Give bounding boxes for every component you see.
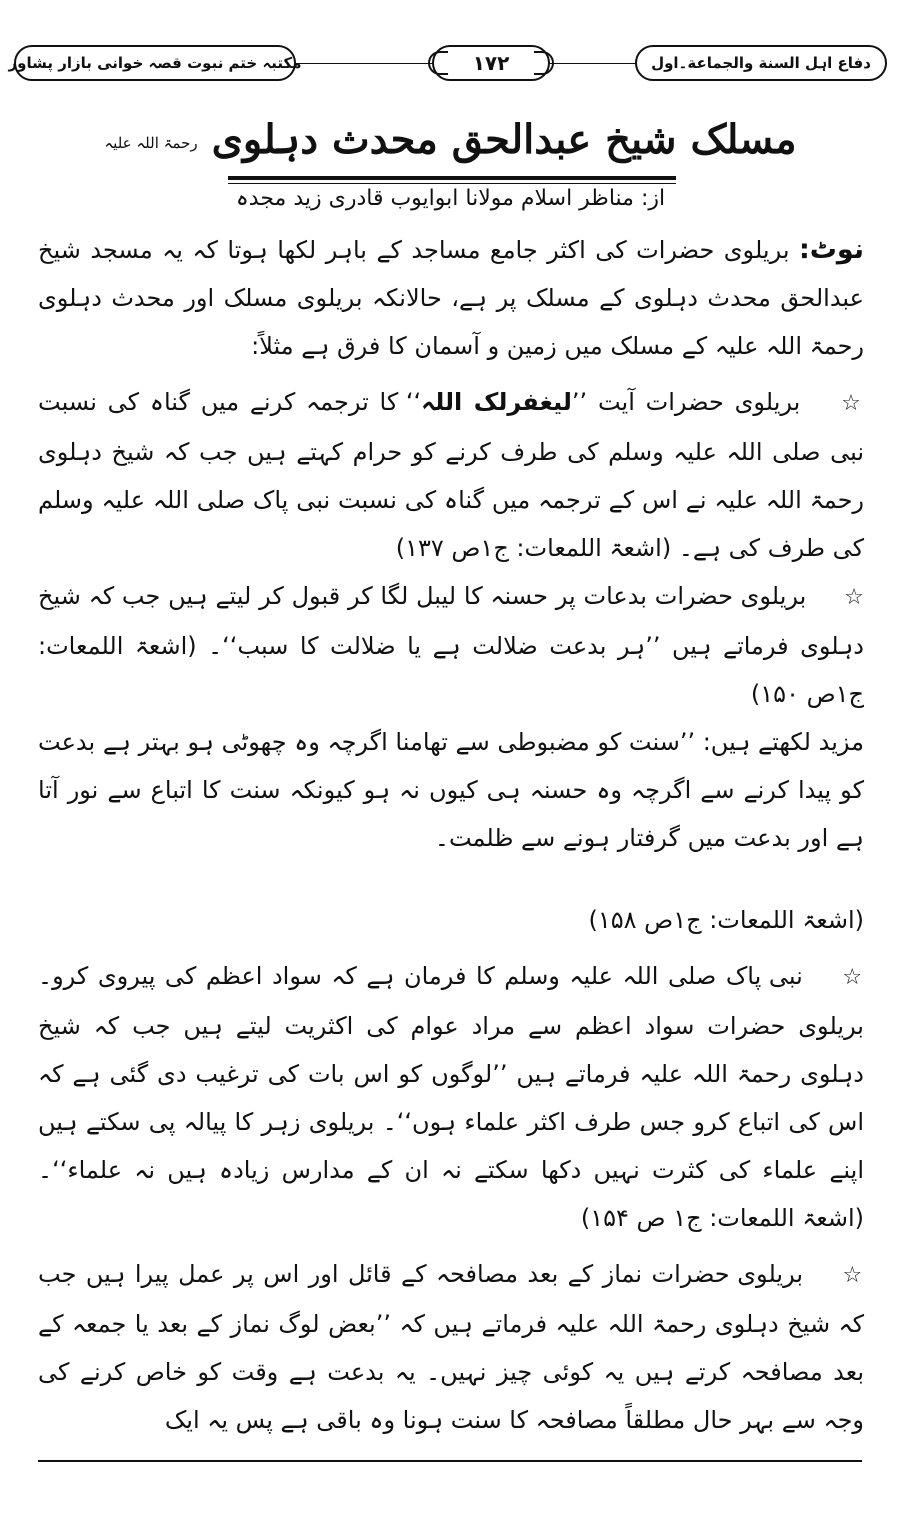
star-outline-icon: ☆ (844, 585, 864, 610)
author-byline: از: مناظر اسلام مولانا ابوایوب قادری زید مجدہ (235, 186, 666, 211)
footer-rule (38, 1460, 862, 1462)
title-underline-thin (228, 183, 676, 184)
spacer (38, 944, 864, 952)
spacer (38, 370, 864, 378)
star-outline-icon: ☆ (841, 391, 864, 416)
list-item (38, 1250, 864, 1444)
page-header (8, 30, 887, 98)
list-item (38, 572, 864, 718)
paragraph-4: نبی پاک صلی اللہ علیہ وسلم کا فرمان ہے کہ سواد اعظم کی پیروی کرو۔ بریلوی حضرات سواد اعظم سے مراد عوام کی اکثریت لیتے ہیں جب کہ شیخ دہلوی رحمۃ اللہ علیہ فرماتے ہیں ’’لوگوں کو اس بات کی ترغیب دی گئی ہے کہ اس کی اتباع کرو جس طرف اکثر علماء ہوں‘‘۔ بریلوی زہر کا پیالہ پی سکتے ہیں اپنے علماء کی کثرت نہیں دکھا سکتے نہ ان کے مدارس زیادہ ہیں نہ علماء‘‘۔ (اشعۃ اللمعات: ج۱ ص ۱۵۴) (38, 962, 864, 1232)
title-honorific: رحمۃ اللہ علیہ (104, 134, 198, 152)
title-underline (228, 176, 676, 180)
article-title-block (0, 108, 901, 190)
note-paragraph (38, 226, 864, 370)
list-item (38, 378, 864, 572)
note-label: نوٹ: (799, 234, 864, 265)
article-title-text: مسلک شیخ عبدالحق محدث دہلوی (211, 116, 797, 163)
paragraph-3: مزید لکھتے ہیں: ’’سنت کو مضبوطی سے تھامنا اگرچہ وہ چھوٹی ہو بہتر ہے بدعت کو پیدا کرنے سے اگرچہ وہ حسنہ ہی کیوں نہ ہو کیونکہ سنت کا اتباع سے نور آتا ہے اور بدعت میں گرفتار ہونے سے ظلمت۔ (38, 728, 865, 852)
list-item (38, 952, 864, 1242)
spacer (38, 862, 864, 896)
star-outline-icon: ☆ (842, 965, 864, 990)
paragraph-1-quote: لیغفرلک اللہ (421, 388, 572, 416)
paragraph-2: بریلوی حضرات بدعات پر حسنہ کا لیبل لگا کر قبول کر لیتے ہیں جب کہ شیخ دہلوی فرماتے ہیں ’’ہر بدعت ضلالت ہے یا ضلالت کا سبب‘‘۔ (اشعۃ اللمعات: ج۱ص ۱۵۰) (38, 582, 864, 708)
publisher-label: مکتبہ ختم نبوت قصہ خوانی بازار پشاور (14, 45, 296, 81)
article-title (0, 108, 901, 175)
page-number: ۱۷۲ (432, 45, 550, 81)
note-text: بریلوی حضرات کی اکثر جامع مساجد کے باہر لکھا ہوتا کہ یہ مسجد شیخ عبدالحق محدث دہلوی کے مسلک پر ہے، حالانکہ بریلوی مسلک اور محدث دہلوی رحمۃ اللہ علیہ کے مسلک میں زمین و آسمان کا فرق ہے مثلاً: (38, 236, 864, 360)
reference-citation: (اشعۃ اللمعات: ج۱ص ۱۵۸) (588, 906, 864, 934)
paragraph-5: بریلوی حضرات نماز کے بعد مصافحہ کے قائل اور اس پر عمل پیرا ہیں جب کہ شیخ دہلوی رحمۃ اللہ علیہ فرماتے ہیں کہ ’’بعض لوگ نماز کے بعد یا جمعہ کے بعد مصافحہ کرتے ہیں یہ کوئی چیز نہیں۔ یہ بدعت ہے وقت کو خاص کرنے کی وجہ سے بہر حال مطلقاً مصافحہ کا سنت ہونا وہ باقی ہے پس یہ ایک (38, 1260, 864, 1434)
spacer (38, 1242, 864, 1250)
paragraph-1-pre: بریلوی حضرات آیت ’’ (571, 388, 801, 416)
book-title-label: دفاع اہل السنة والجماعة۔اول (635, 45, 887, 81)
paragraph-1-post: ‘‘ کا ترجمہ کرنے میں گناہ کی نسبت نبی صلی اللہ علیہ وسلم کی طرف کرنے کو حرام کہتے ہیں جب کہ شیخ دہلوی رحمۃ اللہ علیہ نے اس کے ترجمہ میں گناہ کی نسبت نبی پاک صلی اللہ علیہ وسلم کی طرف کی ہے۔ (اشعۃ اللمعات: ج۱ص ۱۳۷) (38, 388, 864, 562)
star-outline-icon: ☆ (842, 1263, 864, 1288)
article-body (38, 226, 864, 1444)
